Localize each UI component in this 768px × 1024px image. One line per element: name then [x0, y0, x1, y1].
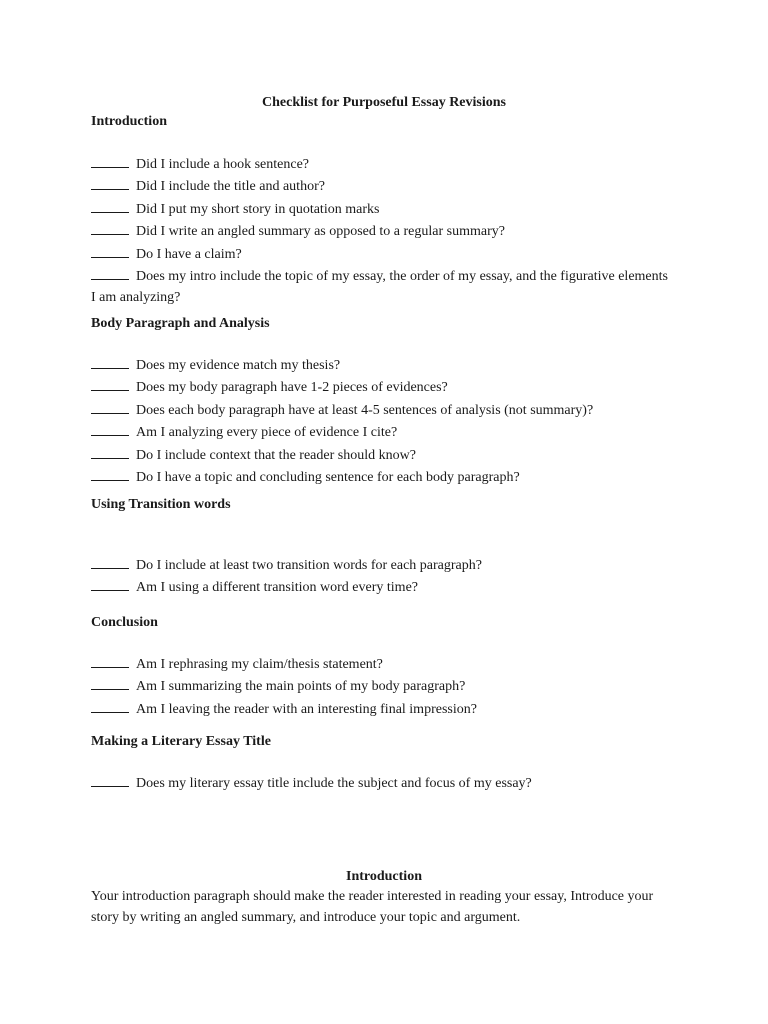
checklist-item: [91, 354, 671, 377]
section-essay-title: [91, 732, 671, 794]
checkbox-blank[interactable]: [91, 772, 129, 787]
checklist-item-text: Does my body paragraph have 1-2 pieces of evidences?: [136, 380, 448, 395]
section-heading: Using Transition words: [91, 497, 231, 512]
checklist-item-text: Do I have a claim?: [136, 246, 242, 262]
checkbox-blank[interactable]: [91, 421, 129, 436]
checkbox-blank[interactable]: [91, 220, 129, 235]
checkbox-blank[interactable]: [91, 399, 129, 414]
checklist-item: [91, 466, 671, 489]
checklist-item-text: Did I include the title and author?: [136, 179, 325, 194]
section-conclusion: [91, 613, 671, 720]
section-transition-words: [91, 495, 671, 599]
explanation-body: Your introduction paragraph should make the reader interested in reading your essay, Introduce your story by writing an angled summary, and introduce your topic and argument.: [91, 889, 654, 925]
checklist-item: [91, 153, 671, 176]
checklist-item-text: Does my literary essay title include the subject and focus of my essay?: [136, 775, 532, 791]
checklist-item: [91, 198, 671, 221]
checklist-item: [91, 698, 671, 721]
checklist-item: [91, 675, 671, 698]
checklist-item: [91, 444, 671, 467]
checklist: [91, 153, 671, 309]
section-heading: Body Paragraph and Analysis: [91, 316, 270, 331]
checklist-item: [91, 653, 671, 676]
checklist: [91, 653, 671, 721]
checklist-item-text: Am I rephrasing my claim/thesis statement?: [136, 656, 383, 672]
checklist-item-text: Am I analyzing every piece of evidence I cite?: [136, 425, 398, 440]
document-title: Checklist for Purposeful Essay Revisions: [262, 95, 506, 110]
checkbox-blank[interactable]: [91, 444, 129, 459]
checklist-item: [91, 576, 671, 599]
checklist-item: [91, 175, 671, 198]
section-heading: Introduction: [91, 114, 167, 129]
section-introduction: [91, 112, 671, 308]
checkbox-blank[interactable]: [91, 698, 129, 713]
checkbox-blank[interactable]: [91, 576, 129, 591]
checklist-item: [91, 220, 671, 243]
checklist-item: [91, 772, 671, 795]
checklist-item: [91, 376, 671, 399]
checklist-item-text: Did I put my short story in quotation marks: [136, 201, 380, 217]
checkbox-blank[interactable]: [91, 354, 129, 369]
checkbox-blank[interactable]: [91, 466, 129, 481]
checklist-item-text: Does my intro include the topic of my essay, the order of my essay, and the figurative elements I am analyzing?: [91, 269, 668, 305]
checkbox-blank[interactable]: [91, 675, 129, 690]
checklist: [91, 354, 671, 489]
checklist: [91, 772, 671, 795]
checkbox-blank[interactable]: [91, 653, 129, 668]
checklist-item-text: Did I write an angled summary as opposed to a regular summary?: [136, 224, 505, 239]
checkbox-blank[interactable]: [91, 265, 129, 280]
checklist-item-text: Does each body paragraph have at least 4-5 sentences of analysis (not summary)?: [136, 402, 594, 418]
section-heading: Making a Literary Essay Title: [91, 734, 271, 749]
checkbox-blank[interactable]: [91, 554, 129, 569]
section-heading: Conclusion: [91, 615, 158, 630]
checkbox-blank[interactable]: [91, 243, 129, 258]
checkbox-blank[interactable]: [91, 153, 129, 168]
checklist-item: [91, 554, 671, 577]
checkbox-blank[interactable]: [91, 376, 129, 391]
checklist-item-text: Am I summarizing the main points of my body paragraph?: [136, 679, 466, 694]
checkbox-blank[interactable]: [91, 175, 129, 190]
explanation-heading: Introduction: [346, 869, 422, 884]
checklist: [91, 554, 671, 599]
checklist-item-text: Did I include a hook sentence?: [136, 156, 309, 172]
checklist-item-text: Am I leaving the reader with an interesting final impression?: [136, 701, 477, 717]
checklist-item: [91, 399, 671, 422]
checklist-item: [91, 421, 671, 444]
checklist-item: [91, 265, 671, 308]
checklist-item-text: Do I include at least two transition words for each paragraph?: [136, 557, 482, 573]
section-body-paragraph: [91, 314, 671, 489]
checklist-item: [91, 243, 671, 266]
checklist-item-text: Am I using a different transition word every time?: [136, 580, 418, 595]
checkbox-blank[interactable]: [91, 198, 129, 213]
checklist-item-text: Do I include context that the reader should know?: [136, 447, 416, 463]
checklist-item-text: Does my evidence match my thesis?: [136, 357, 341, 373]
checklist-item-text: Do I have a topic and concluding sentence for each body paragraph?: [136, 470, 520, 485]
